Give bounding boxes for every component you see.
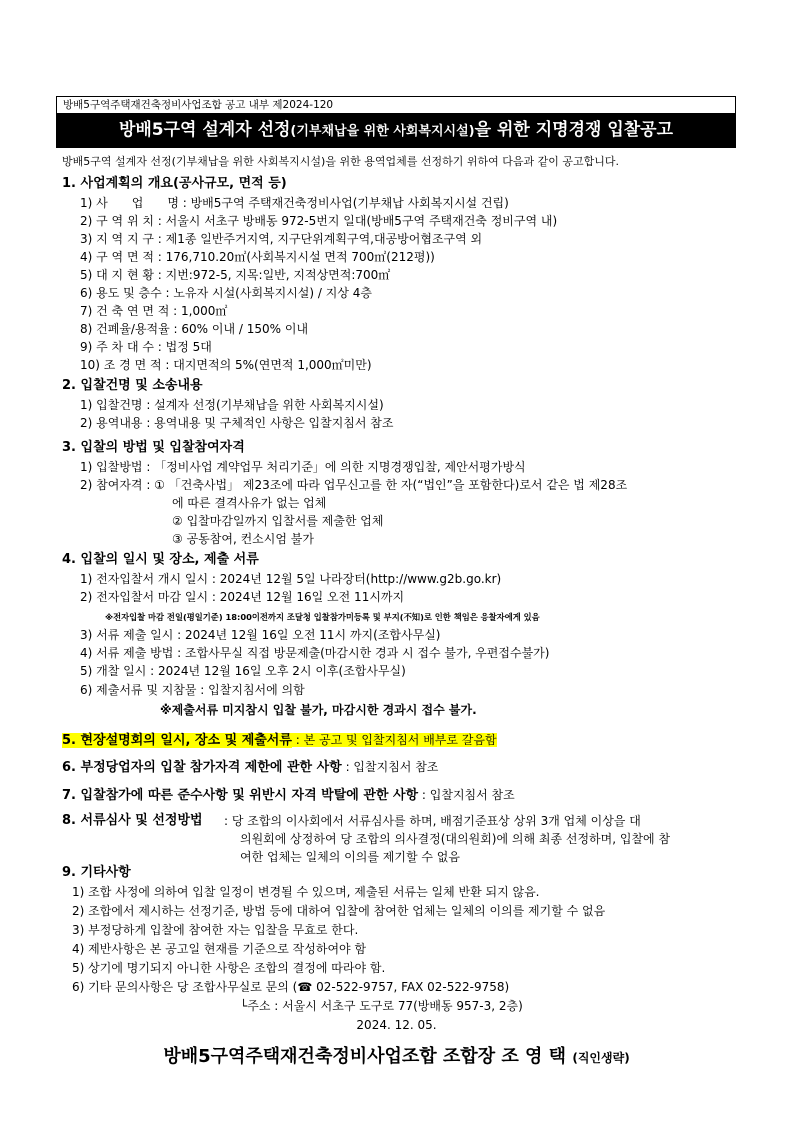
section-7-note: : 입찰지침서 참조 (418, 788, 515, 802)
s2-item: 2) 용역내용 : 용역내용 및 구체적인 사항은 입찰지침서 참조 (80, 416, 394, 430)
s1-item: 3) 지 역 지 구 : 제1종 일반주거지역, 지구단위계획구역,대공방어협조구역 외 (80, 232, 483, 246)
section-1-title: 1. 사업계획의 개요(공사규모, 면적 등) (62, 176, 287, 191)
intro-text: 방배5구역 설계자 선정(기부채납을 위한 사회복지시설)을 위한 용역업체를 선정하기 위하여 다음과 같이 공고합니다. (62, 155, 619, 168)
s9-item: 2) 조합에서 제시하는 선정기준, 방법 등에 대하여 입찰에 참여한 업체는 일체의 이의를 제기할 수 없음 (72, 904, 606, 918)
notice-number: 방배5구역주택재건축정비사업조합 공고 내부 제2024-120 (57, 97, 735, 113)
section-6-title: 6. 부정당업자의 입찰 참가자격 제한에 관한 사항 (62, 760, 342, 775)
s9-item: 1) 조합 사정에 의하여 입찰 일정이 변경될 수 있으며, 제출된 서류는 일체 반환 되지 않음. (72, 885, 540, 899)
title-main: 방배5구역 설계자 선정 (118, 120, 291, 140)
title-paren: (기부채납을 위한 사회복지시설) (290, 124, 475, 139)
s2-item: 1) 입찰건명 : 설계자 선정(기부채납을 위한 사회복지시설) (80, 398, 384, 412)
s1-item: 6) 용도 및 층수 : 노유자 시설(사회복지시설) / 지상 4층 (80, 286, 372, 300)
s3-item: 2) 참여자격 : ① 「건축사법」 제23조에 따라 업무신고를 한 자(“법인”을 포함한다)로서 같은 법 제28조 (80, 478, 628, 492)
title-end: 을 위한 지명경쟁 입찰공고 (474, 120, 674, 140)
s9-item: 6) 기타 문의사항은 당 조합사무실로 문의 (☎ 02-522-9757, FAX 02-522-9758) (72, 980, 510, 994)
s4-submission-warning: ※제출서류 미지참시 입찰 불가, 마감시한 경과시 접수 불가. (160, 703, 477, 717)
s4-item: 4) 서류 제출 방법 : 조합사무실 직접 방문제출(마감시한 경과 시 접수 불가, 우편접수불가) (80, 646, 550, 660)
signature-line (0, 1042, 793, 1068)
s3-item: 에 따른 결격사유가 없는 업체 (172, 496, 327, 510)
s4-item: 3) 서류 제출 일시 : 2024년 12월 16일 오전 11시 까지(조합사무실) (80, 628, 441, 642)
notice-header (56, 96, 736, 148)
s3-item: ② 입찰마감일까지 입찰서를 제출한 업체 (172, 514, 384, 528)
section-5-title: 5. 현장설명회의 일시, 장소 및 제출서류 (62, 733, 292, 748)
seal-omitted: (직인생략) (572, 1051, 630, 1065)
s4-item: 6) 제출서류 및 지참물 : 입찰지침서에 의함 (80, 683, 305, 697)
s8-line: : 당 조합의 이사회에서 서류심사를 하며, 배점기준표상 상위 3개 업체 이상을 대 (224, 814, 641, 828)
s8-line: 의원회에 상정하여 당 조합의 의사결정(대의원회)에 의해 최종 선정하며, 입찰에 참 (240, 832, 671, 846)
s3-item: 1) 입찰방법 : 「정비사업 계약업무 처리기준」에 의한 지명경쟁입찰, 제안서평가방식 (80, 460, 526, 474)
section-7-title: 7. 입찰참가에 따른 준수사항 및 위반시 자격 박탈에 관한 사항 (62, 788, 419, 803)
s4-item: 5) 개찰 일시 : 2024년 12월 16일 오후 2시 이후(조합사무실) (80, 664, 406, 678)
notice-title (57, 113, 735, 147)
s9-item: 5) 상기에 명기되지 아니한 사항은 조합의 결정에 따라야 함. (72, 961, 386, 975)
s4-warning-note: ※전자입찰 마감 전일(평일기준) 18:00이전까지 조달청 입찰참가미등록 및 부지(不知)로 인한 책임은 응찰자에게 있음 (105, 612, 540, 622)
s1-item: 1) 사 업 명 : 방배5구역 주택재건축정비사업(기부채납 사회복지시설 건립) (80, 196, 509, 210)
section-4-title: 4. 입찰의 일시 및 장소, 제출 서류 (62, 552, 259, 567)
s1-item: 10) 조 경 면 적 : 대지면적의 5%(연면적 1,000㎡미만) (80, 358, 372, 372)
s1-item: 5) 대 지 현 황 : 지번:972-5, 지목:일반, 지적상면적:700㎡ (80, 268, 391, 282)
s3-item: ③ 공동참여, 컨소시엄 불가 (172, 532, 314, 546)
section-8-title: 8. 서류심사 및 선정방법 (62, 813, 203, 828)
s8-line: 여한 업체는 일체의 이의를 제기할 수 없음 (240, 850, 460, 864)
s9-item: 4) 제반사항은 본 공고일 현재를 기준으로 작성하여야 함 (72, 942, 367, 956)
s9-address: └주소 : 서울시 서초구 도구로 77(방배동 957-3, 2층) (240, 999, 523, 1013)
s1-item: 7) 건 축 연 면 적 : 1,000㎡ (80, 304, 228, 318)
section-2-title: 2. 입찰건명 및 소송내용 (62, 378, 203, 393)
s4-item: 1) 전자입찰서 개시 일시 : 2024년 12월 5일 나라장터(http://www.g2b.go.kr) (80, 572, 502, 586)
signatory: 방배5구역주택재건축정비사업조합 조합장 조 영 택 (163, 1046, 567, 1067)
section-5 (62, 732, 497, 749)
section-6 (62, 759, 438, 776)
s9-item: 3) 부정당하게 입찰에 참여한 자는 입찰을 무효로 한다. (72, 923, 359, 937)
s1-item: 4) 구 역 면 적 : 176,710.20㎡(사회복지시설 면적 700㎡(212평)) (80, 250, 435, 264)
s4-item: 2) 전자입찰서 마감 일시 : 2024년 12월 16일 오전 11시까지 (80, 590, 405, 604)
s1-item: 8) 건폐율/용적율 : 60% 이내 / 150% 이내 (80, 322, 309, 336)
section-5-note: : 본 공고 및 입찰지침서 배부로 갈음함 (291, 733, 497, 747)
s1-item: 2) 구 역 위 치 : 서울시 서초구 방배동 972-5번지 일대(방배5구역 주택재건축 정비구역 내) (80, 214, 558, 228)
section-3-title: 3. 입찰의 방법 및 입찰참여자격 (62, 440, 245, 455)
section-6-note: : 입찰지침서 참조 (341, 760, 439, 774)
s1-item: 9) 주 차 대 수 : 법정 5대 (80, 340, 212, 354)
notice-date: 2024. 12. 05. (356, 1018, 437, 1032)
section-9-title: 9. 기타사항 (62, 865, 131, 880)
section-7 (62, 787, 515, 804)
